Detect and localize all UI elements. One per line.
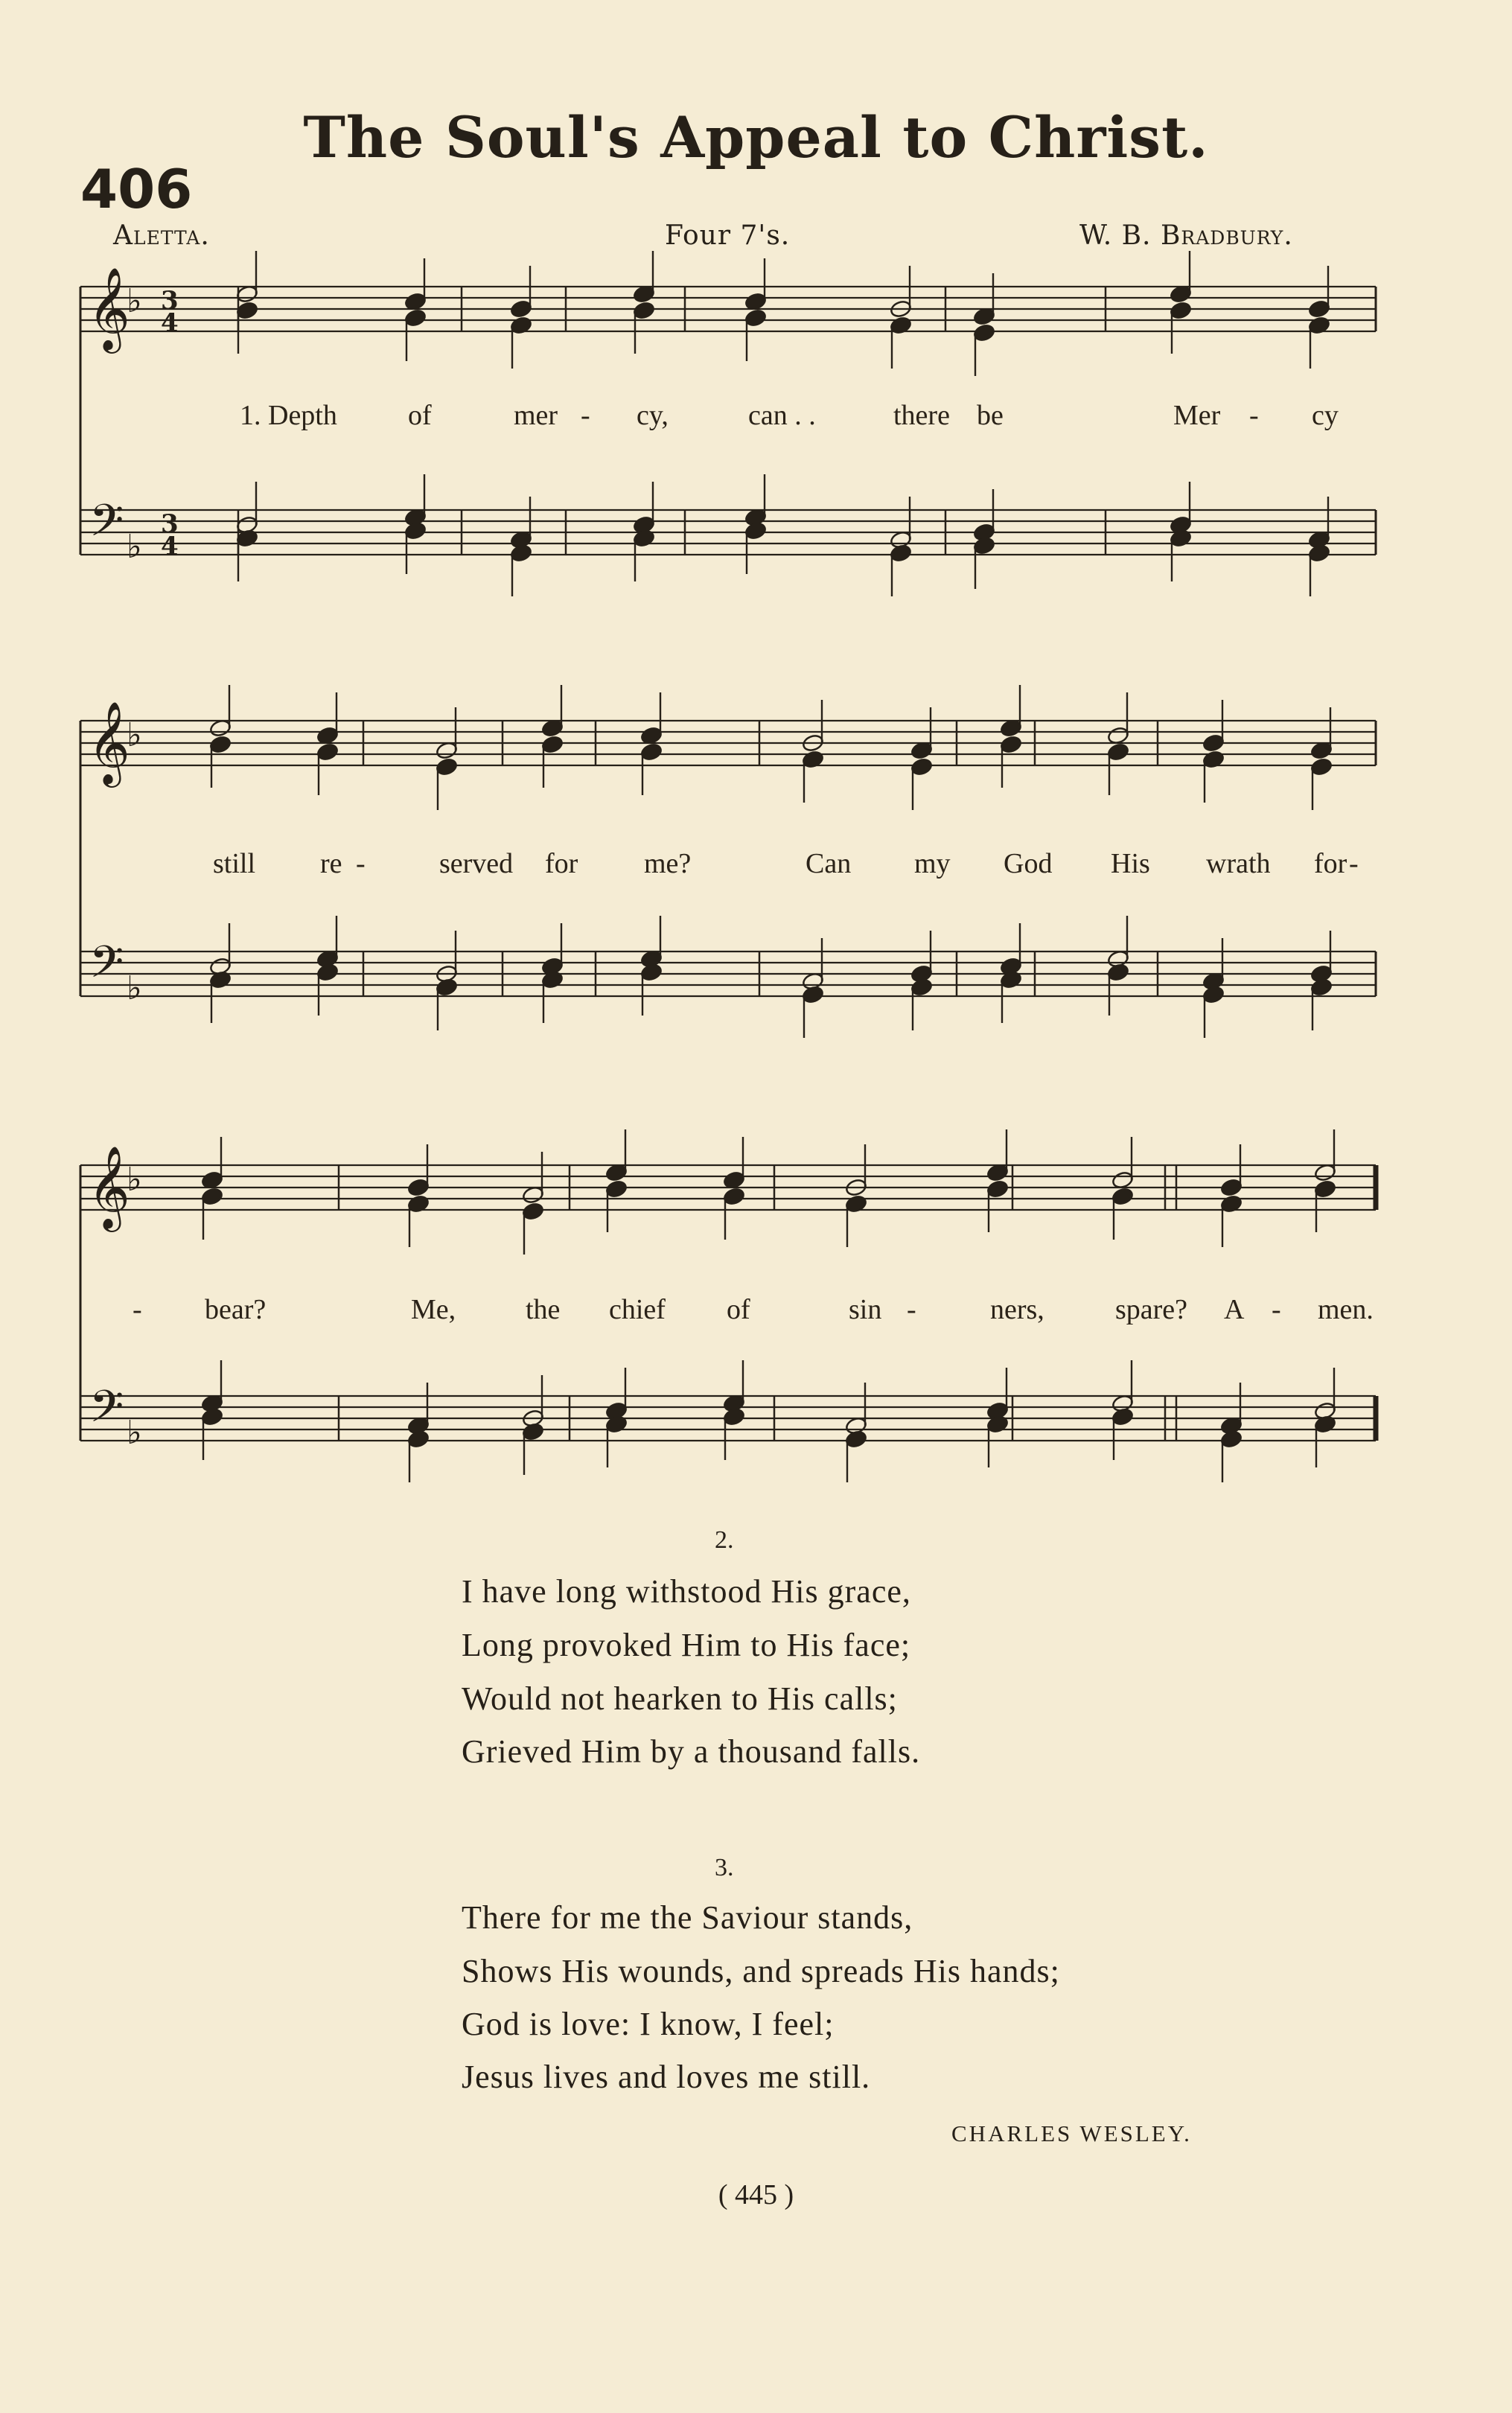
bass-note	[436, 978, 459, 997]
hymn-number: 406	[80, 158, 193, 220]
lyric-syllable: Me,	[411, 1294, 456, 1325]
lyric-syllable: sin	[849, 1294, 882, 1325]
lyric-syllable: for	[1314, 848, 1347, 879]
lyric-syllable: spare?	[1115, 1294, 1188, 1325]
bass-note	[802, 985, 825, 1004]
alto-note	[633, 301, 656, 320]
alto-note	[436, 757, 459, 777]
lyric-syllable: God	[1004, 848, 1053, 879]
treble-note	[1220, 1178, 1243, 1197]
metre: Four 7's.	[665, 220, 791, 251]
flat-icon: ♭	[127, 716, 142, 754]
lyric-syllable: -	[1349, 848, 1359, 879]
alto-note	[910, 757, 934, 777]
lyric-syllable: there	[893, 400, 950, 431]
verse-line: Grieved Him by a thousand falls.	[462, 1733, 921, 1770]
lyric-syllable: of	[408, 400, 432, 431]
alto-note	[973, 323, 996, 342]
alto-note	[1000, 735, 1023, 754]
lyric-syllable: ners,	[990, 1294, 1044, 1325]
alto-note	[316, 742, 339, 762]
treble-clef-icon: 𝄞	[88, 267, 130, 350]
lyric-syllable: -	[1272, 1294, 1281, 1325]
verse-line: Shows His wounds, and spreads His hands;	[462, 1953, 1060, 1989]
alto-note	[1107, 742, 1130, 762]
treble-note	[510, 299, 533, 319]
lyric-syllable: re	[320, 848, 342, 879]
lyric-syllable: wrath	[1206, 848, 1271, 879]
lyric-syllable: the	[526, 1294, 561, 1325]
alto-note	[522, 1202, 545, 1221]
lyric-syllable: 1. Depth	[240, 400, 337, 431]
flat-icon: ♭	[127, 1414, 142, 1452]
bass-clef-icon: 𝄢	[89, 936, 124, 998]
lyric-syllable: bear?	[205, 1294, 267, 1325]
tune-name: Aletta.	[113, 220, 210, 251]
time-signature: 3	[161, 509, 179, 539]
lyric-syllable: -	[581, 400, 590, 431]
bass-note	[973, 536, 996, 555]
bass-note	[1111, 1407, 1135, 1427]
treble-clef-icon: 𝄞	[88, 1145, 130, 1228]
treble-note	[407, 1178, 430, 1197]
bass-note	[1310, 978, 1333, 997]
stanza-number: 3.	[715, 1854, 734, 1881]
verse-line: God is love: I know, I feel;	[462, 2006, 835, 2042]
alto-note	[1170, 301, 1193, 320]
lyric-syllable: A	[1224, 1294, 1245, 1325]
bass-note	[522, 1422, 545, 1441]
time-signature: 4	[161, 308, 179, 338]
verse-line: Would not hearken to His calls;	[462, 1680, 898, 1717]
lyric-syllable: His	[1111, 848, 1150, 879]
time-signature: 3	[161, 286, 179, 316]
alto-note	[1111, 1187, 1135, 1206]
bass-note	[890, 544, 913, 563]
lyric-syllable: -	[356, 848, 366, 879]
lyric-syllable: for	[545, 848, 578, 879]
lyric-syllable: be	[977, 400, 1004, 431]
bass-note	[1202, 985, 1225, 1004]
verse-line: I have long withstood His grace,	[462, 1573, 911, 1610]
alto-note	[723, 1187, 746, 1206]
lyric-syllable: still	[213, 848, 256, 879]
bass-note	[744, 521, 768, 541]
bass-note	[1308, 544, 1331, 563]
lyric-syllable: -	[133, 1294, 142, 1325]
bass-clef-icon: 𝄢	[89, 1380, 124, 1443]
composer: W. B. Bradbury.	[1079, 220, 1293, 251]
bass-note	[910, 978, 934, 997]
alto-note	[404, 308, 427, 328]
bass-note	[640, 963, 663, 982]
treble-note	[1202, 733, 1225, 753]
bass-note	[845, 1429, 868, 1449]
flat-icon: ♭	[127, 969, 142, 1007]
verse-line: Jesus lives and loves me still.	[462, 2059, 871, 2095]
verse-line: Long provoked Him to His face;	[462, 1627, 911, 1663]
lyric-syllable: me?	[644, 848, 692, 879]
alto-note	[236, 301, 259, 320]
treble-clef-icon: 𝄞	[88, 701, 130, 784]
flat-icon: ♭	[127, 528, 142, 566]
lyric-syllable: men.	[1318, 1294, 1374, 1325]
alto-note	[541, 735, 564, 754]
alto-note	[1310, 757, 1333, 777]
lyric-syllable: my	[914, 848, 951, 879]
bass-note	[723, 1407, 746, 1427]
alto-note	[744, 308, 768, 328]
lyric-syllable: can . .	[748, 400, 816, 431]
bass-note	[510, 544, 533, 563]
alto-note	[605, 1179, 628, 1199]
lyric-syllable: -	[907, 1294, 916, 1325]
lyric-syllable: of	[727, 1294, 750, 1325]
lyric-syllable: -	[1249, 400, 1259, 431]
alto-note	[201, 1187, 224, 1206]
lyric-syllable: served	[439, 848, 514, 879]
alto-note	[640, 742, 663, 762]
bass-note	[1107, 963, 1130, 982]
lyric-syllable: Can	[806, 848, 852, 879]
stanza-number: 2.	[715, 1526, 734, 1554]
lyric-syllable: Mer	[1173, 400, 1221, 431]
bass-note	[1220, 1429, 1243, 1449]
author: CHARLES WESLEY.	[951, 2120, 1192, 2146]
flat-icon: ♭	[127, 282, 142, 320]
bass-note	[201, 1407, 224, 1427]
bass-note	[407, 1429, 430, 1449]
hymn-title: The Soul's Appeal to Christ.	[303, 104, 1209, 170]
bass-note	[404, 521, 427, 541]
lyric-syllable: cy,	[637, 400, 669, 431]
lyric-syllable: cy	[1312, 400, 1339, 431]
treble-note	[1308, 299, 1331, 319]
flat-icon: ♭	[127, 1161, 142, 1199]
verse-line: There for me the Saviour stands,	[462, 1899, 913, 1936]
page-number: ( 445 )	[718, 2179, 794, 2210]
bass-note	[316, 963, 339, 982]
time-signature: 4	[161, 532, 179, 561]
lyric-syllable: chief	[609, 1294, 666, 1325]
alto-note	[1314, 1179, 1337, 1199]
lyric-syllable: mer	[514, 400, 558, 431]
alto-note	[986, 1179, 1009, 1199]
alto-note	[209, 735, 232, 754]
bass-clef-icon: 𝄢	[89, 494, 124, 557]
